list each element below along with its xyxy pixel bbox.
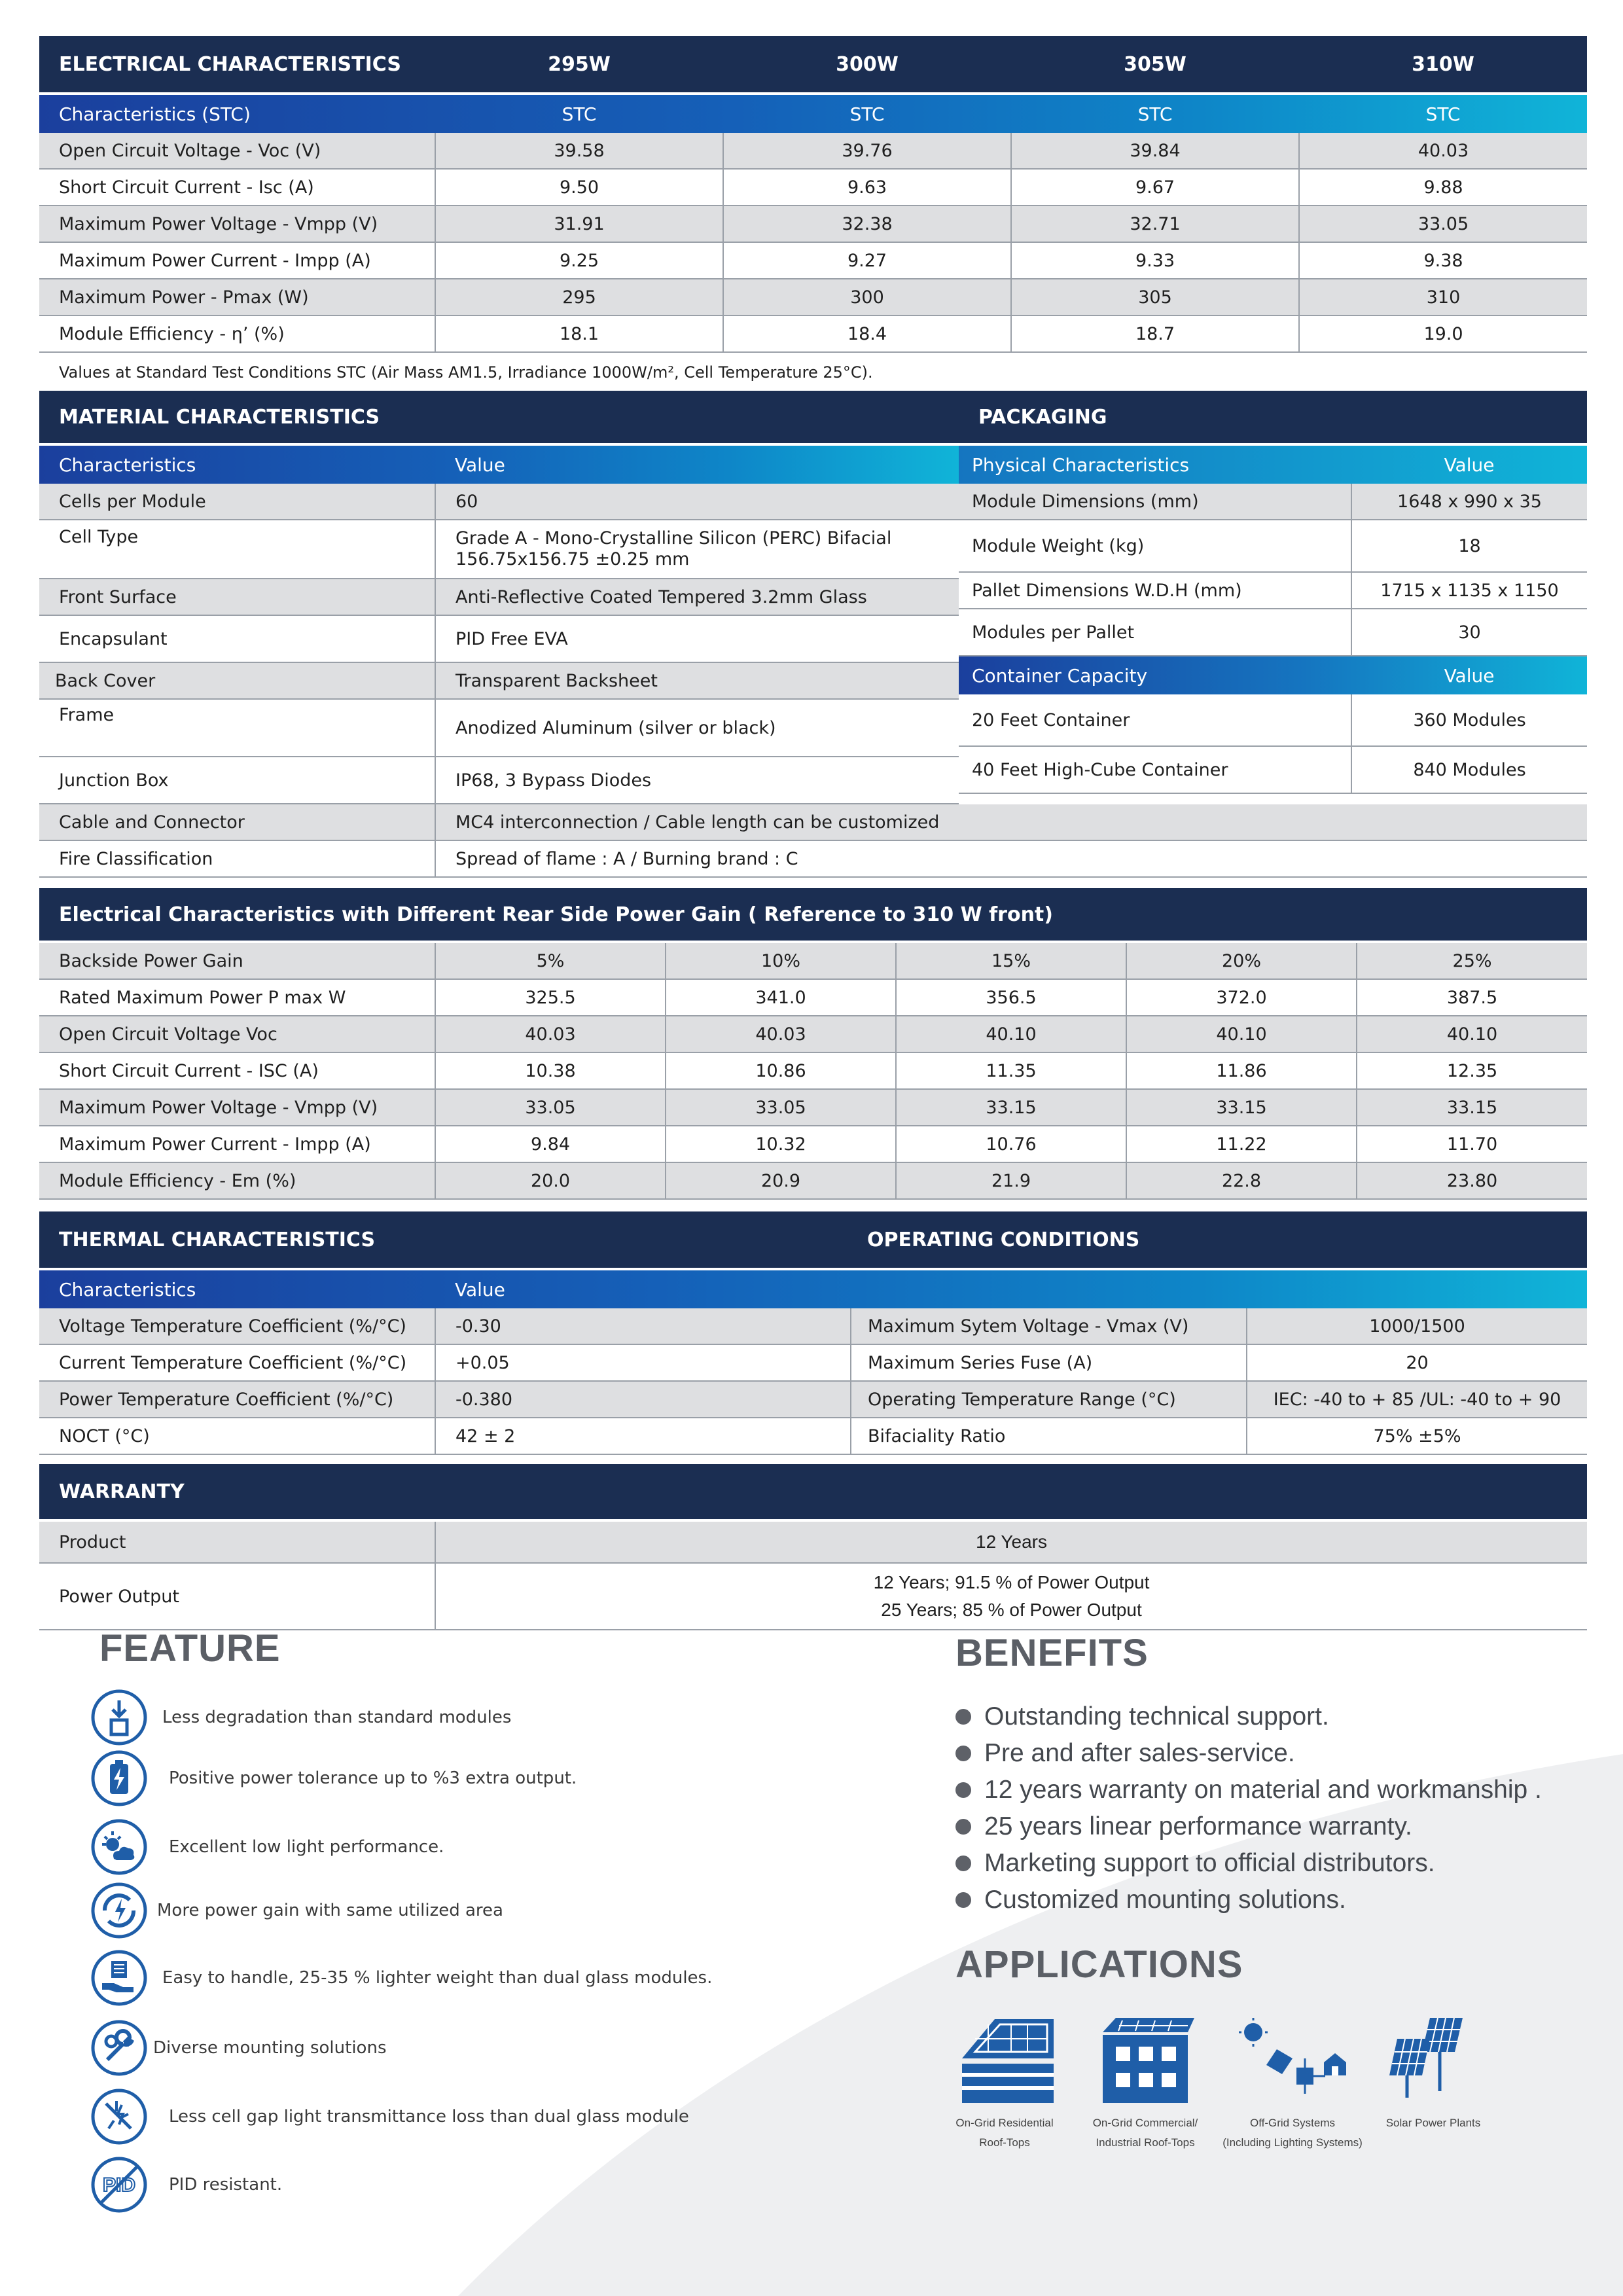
applications-list bbox=[933, 2013, 1522, 2157]
table-row bbox=[39, 1563, 1587, 1630]
row-label: Product bbox=[39, 1520, 435, 1563]
cell-value: 9.25 bbox=[435, 242, 723, 279]
table-row bbox=[959, 484, 1587, 520]
application-label: On-Grid Residential Roof-Tops bbox=[955, 2117, 1054, 2149]
table-row bbox=[39, 1126, 1587, 1162]
residential-roof-icon bbox=[949, 2013, 1060, 2104]
sub-label: Characteristics (STC) bbox=[59, 103, 251, 125]
cell-value: 11.86 bbox=[1126, 1052, 1357, 1089]
cell-value: 18.1 bbox=[435, 315, 723, 352]
model-295w: 295W bbox=[435, 36, 723, 94]
cell-value: +0.05 bbox=[435, 1344, 851, 1381]
cell-value: 9.27 bbox=[723, 242, 1011, 279]
hand-panel-icon bbox=[90, 1949, 148, 2007]
operating-title: OPERATING CONDITIONS bbox=[851, 1211, 1587, 1269]
table-row bbox=[39, 1308, 1587, 1344]
sub-stc: STC bbox=[1425, 103, 1461, 125]
table-row bbox=[39, 1052, 1587, 1089]
cell-value: 9.50 bbox=[435, 169, 723, 206]
cell-value: 23.80 bbox=[1357, 1162, 1587, 1199]
cell-value: 372.0 bbox=[1126, 979, 1357, 1016]
row-label: Cell Type bbox=[39, 520, 435, 579]
row-label: NOCT (°C) bbox=[39, 1418, 435, 1454]
feature-text: Less degradation than standard modules bbox=[162, 1708, 512, 1727]
cell-value: 19.0 bbox=[1299, 315, 1587, 352]
cell-value: Anodized Aluminum (silver or black) bbox=[435, 699, 959, 757]
electrical-header bbox=[39, 36, 1587, 94]
cell-value: 9.84 bbox=[435, 1126, 666, 1162]
cell-value: 60 bbox=[435, 484, 959, 520]
row-label: Encapsulant bbox=[39, 615, 435, 662]
cell-value: 40.03 bbox=[1299, 133, 1587, 169]
bullet-icon bbox=[955, 1746, 971, 1761]
row-label: Voltage Temperature Coefficient (%/°C) bbox=[39, 1308, 435, 1344]
cell-value: 40.10 bbox=[896, 1016, 1126, 1052]
cell-value: 33.05 bbox=[666, 1089, 896, 1126]
feature-text: Excellent low light performance. bbox=[169, 1837, 444, 1857]
rear-gain-header bbox=[39, 888, 1587, 942]
table-row bbox=[39, 979, 1587, 1016]
cell-value: 10.32 bbox=[666, 1126, 896, 1162]
sub-label: Characteristics bbox=[59, 454, 196, 476]
cell-value: 20.9 bbox=[666, 1162, 896, 1199]
cell-value: 9.88 bbox=[1299, 169, 1587, 206]
row-label: Maximum Series Fuse (A) bbox=[851, 1344, 1247, 1381]
table-row bbox=[959, 609, 1587, 656]
electrical-subheader bbox=[39, 94, 1587, 133]
cell-value: Anti-Reflective Coated Tempered 3.2mm Glass bbox=[435, 579, 959, 615]
row-label: Maximum Power - Pmax (W) bbox=[39, 279, 435, 315]
cell-value: 9.33 bbox=[1011, 242, 1299, 279]
table-row bbox=[39, 169, 1587, 206]
list-item bbox=[955, 1735, 1542, 1772]
cell-value: 20 bbox=[1247, 1344, 1587, 1381]
cell-value: 387.5 bbox=[1357, 979, 1587, 1016]
row-label: Maximum Power Voltage - Vmpp (V) bbox=[39, 206, 435, 242]
cell-value: 10.76 bbox=[896, 1126, 1126, 1162]
electrical-title: ELECTRICAL CHARACTERISTICS bbox=[39, 36, 435, 94]
table-row bbox=[959, 694, 1587, 746]
row-label: Open Circuit Voltage - Voc (V) bbox=[39, 133, 435, 169]
row-label: Fire Classification bbox=[39, 840, 435, 877]
row-label: Junction Box bbox=[39, 757, 435, 804]
table-row bbox=[39, 1520, 1587, 1563]
rear-gain-table bbox=[39, 888, 1587, 1200]
light-gap-icon bbox=[90, 2088, 148, 2145]
sun-cloud-icon bbox=[90, 1818, 148, 1876]
list-item bbox=[90, 2019, 386, 2077]
list-item bbox=[1221, 2013, 1364, 2153]
benefit-text: 25 years linear performance warranty. bbox=[984, 1812, 1412, 1840]
table-row bbox=[39, 615, 959, 662]
cell-value: 40.03 bbox=[435, 1016, 666, 1052]
feature-text: PID resistant. bbox=[169, 2175, 283, 2195]
row-label: Maximum Sytem Voltage - Vmax (V) bbox=[851, 1308, 1247, 1344]
row-label: Module Dimensions (mm) bbox=[959, 484, 1351, 520]
solar-plant-icon bbox=[1378, 2013, 1489, 2104]
cell-value: 33.05 bbox=[435, 1089, 666, 1126]
thermal-operating-table bbox=[39, 1211, 1587, 1455]
row-label: Backside Power Gain bbox=[39, 942, 435, 979]
row-label: Back Cover bbox=[39, 662, 435, 699]
commercial-building-icon bbox=[1090, 2013, 1201, 2104]
list-item bbox=[933, 2013, 1077, 2153]
table-row bbox=[39, 242, 1587, 279]
benefit-text: Marketing support to official distributors. bbox=[984, 1849, 1435, 1877]
table-row bbox=[39, 804, 1587, 840]
sub-value: Value bbox=[455, 1278, 505, 1300]
list-item bbox=[955, 1698, 1542, 1735]
cell-value: 341.0 bbox=[666, 979, 896, 1016]
sub-label: Container Capacity bbox=[972, 664, 1148, 687]
cell-value: Transparent Backsheet bbox=[435, 662, 959, 699]
table-row bbox=[39, 1016, 1587, 1052]
cell-value: 33.15 bbox=[1126, 1089, 1357, 1126]
list-item bbox=[90, 1689, 511, 1746]
cell-value: 12.35 bbox=[1357, 1052, 1587, 1089]
feature-text: Diverse mounting solutions bbox=[153, 2038, 387, 2058]
benefit-text: 12 years warranty on material and workmanship . bbox=[984, 1776, 1542, 1804]
cycle-bolt-icon bbox=[90, 1882, 148, 1939]
table-row bbox=[39, 757, 959, 804]
list-item bbox=[955, 1882, 1542, 1918]
power-output-line: 25 Years; 85 % of Power Output bbox=[881, 1600, 1142, 1620]
cell-value: PID Free EVA bbox=[435, 615, 959, 662]
cell-value: 10.86 bbox=[666, 1052, 896, 1089]
cell-value: 21.9 bbox=[896, 1162, 1126, 1199]
table-row bbox=[39, 484, 959, 520]
list-item bbox=[955, 1845, 1542, 1882]
cell-value: 40.03 bbox=[666, 1016, 896, 1052]
stc-footnote: Values at Standard Test Conditions STC (Air Mass AM1.5, Irradiance 1000W/m², Cell Temperature 25°C). bbox=[59, 363, 873, 382]
gain-15: 15% bbox=[896, 942, 1126, 979]
table-row bbox=[39, 520, 959, 579]
cell-value: 305 bbox=[1011, 279, 1299, 315]
cell-value: 10.38 bbox=[435, 1052, 666, 1089]
feature-text: Less cell gap light transmittance loss than dual glass module bbox=[169, 2107, 689, 2126]
bullet-icon bbox=[955, 1709, 971, 1725]
list-item bbox=[955, 1772, 1542, 1808]
list-item bbox=[90, 1818, 444, 1876]
download-box-icon bbox=[90, 1689, 148, 1746]
cell-value: 32.71 bbox=[1011, 206, 1299, 242]
benefit-text: Customized mounting solutions. bbox=[984, 1886, 1346, 1914]
power-output-line: 12 Years; 91.5 % of Power Output bbox=[873, 1572, 1150, 1592]
row-label: Short Circuit Current - Isc (A) bbox=[39, 169, 435, 206]
battery-bolt-icon bbox=[90, 1749, 148, 1807]
thermal-title: THERMAL CHARACTERISTICS bbox=[39, 1211, 851, 1269]
rear-gain-title: Electrical Characteristics with Different Rear Side Power Gain ( Reference to 310 W front) bbox=[39, 888, 1587, 942]
sub-value: Value bbox=[1444, 664, 1495, 687]
row-label: Module Weight (kg) bbox=[959, 520, 1351, 572]
benefits-title: BENEFITS bbox=[955, 1632, 1149, 1674]
gain-20: 20% bbox=[1126, 942, 1357, 979]
table-row bbox=[39, 206, 1587, 242]
sub-stc: STC bbox=[849, 103, 885, 125]
cell-value: 9.38 bbox=[1299, 242, 1587, 279]
cell-value: 39.58 bbox=[435, 133, 723, 169]
cell-value: 9.63 bbox=[723, 169, 1011, 206]
list-item bbox=[1073, 2013, 1217, 2153]
row-label: Power Output bbox=[39, 1563, 435, 1630]
table-row bbox=[959, 746, 1587, 793]
packaging-subheader bbox=[959, 444, 1587, 484]
row-label: Module Efficiency - Em (%) bbox=[39, 1162, 435, 1199]
cell-value: 11.22 bbox=[1126, 1126, 1357, 1162]
list-item bbox=[90, 2156, 282, 2214]
table-row bbox=[39, 1418, 1587, 1454]
row-label: 40 Feet High-Cube Container bbox=[959, 746, 1351, 793]
sub-stc: STC bbox=[1137, 103, 1173, 125]
cell-value: 295 bbox=[435, 279, 723, 315]
row-label: Open Circuit Voltage Voc bbox=[39, 1016, 435, 1052]
cell-value: 42 ± 2 bbox=[435, 1418, 851, 1454]
material-table bbox=[39, 391, 959, 804]
row-label: Current Temperature Coefficient (%/°C) bbox=[39, 1344, 435, 1381]
cell-value: 31.91 bbox=[435, 206, 723, 242]
material-subheader bbox=[39, 444, 959, 484]
model-310w: 310W bbox=[1299, 36, 1587, 94]
table-row bbox=[39, 1162, 1587, 1199]
cell-value bbox=[435, 1563, 1587, 1630]
applications-title: APPLICATIONS bbox=[955, 1943, 1243, 1986]
cell-value: 18 bbox=[1351, 520, 1587, 572]
cell-value: 39.84 bbox=[1011, 133, 1299, 169]
material-packaging-section bbox=[39, 391, 1587, 804]
cell-value: 33.15 bbox=[1357, 1089, 1587, 1126]
spec-sheet bbox=[39, 36, 1587, 1630]
cell-value: 1000/1500 bbox=[1247, 1308, 1587, 1344]
cell-value: 20.0 bbox=[435, 1162, 666, 1199]
cell-value: 33.05 bbox=[1299, 206, 1587, 242]
row-label: Front Surface bbox=[39, 579, 435, 615]
material-header bbox=[39, 391, 959, 444]
table-row bbox=[39, 315, 1587, 352]
list-item bbox=[955, 1808, 1542, 1845]
feature-text: Easy to handle, 25-35 % lighter weight than dual glass modules. bbox=[162, 1968, 713, 1988]
cell-value: 33.15 bbox=[896, 1089, 1126, 1126]
bullet-icon bbox=[955, 1782, 971, 1798]
gain-25: 25% bbox=[1357, 942, 1587, 979]
sub-value: Value bbox=[455, 454, 505, 476]
row-label: Maximum Power Current - Impp (A) bbox=[39, 1126, 435, 1162]
cell-value: Spread of flame : A / Burning brand : C bbox=[435, 840, 1587, 877]
warranty-header bbox=[39, 1464, 1587, 1520]
off-grid-system-icon bbox=[1234, 2013, 1351, 2104]
table-row bbox=[39, 1381, 1587, 1418]
cell-value: 18.4 bbox=[723, 315, 1011, 352]
material-extra-rows bbox=[39, 804, 1587, 878]
cell-value: 40.10 bbox=[1357, 1016, 1587, 1052]
gain-5: 5% bbox=[435, 942, 666, 979]
thermal-header bbox=[39, 1211, 1587, 1269]
bullet-icon bbox=[955, 1892, 971, 1908]
thermal-subheader bbox=[39, 1269, 1587, 1308]
cell-value: 840 Modules bbox=[1351, 746, 1587, 793]
row-label: Cells per Module bbox=[39, 484, 435, 520]
cell-value: 22.8 bbox=[1126, 1162, 1357, 1199]
cell-value: 18.7 bbox=[1011, 315, 1299, 352]
feature-title: FEATURE bbox=[99, 1627, 281, 1670]
packaging-header bbox=[959, 391, 1587, 444]
list-item bbox=[90, 1949, 712, 2007]
cell-value: IEC: -40 to + 85 /UL: -40 to + 90 bbox=[1247, 1381, 1587, 1418]
row-label: Modules per Pallet bbox=[959, 609, 1351, 656]
cell-value: 310 bbox=[1299, 279, 1587, 315]
feature-text: More power gain with same utilized area bbox=[157, 1901, 503, 1920]
warranty-table bbox=[39, 1464, 1587, 1630]
row-label: Pallet Dimensions W.D.H (mm) bbox=[959, 572, 1351, 609]
cell-value: MC4 interconnection / Cable length can be customized bbox=[435, 804, 1587, 840]
wrench-gear-icon bbox=[90, 2019, 148, 2077]
row-label: Module Efficiency - η’ (%) bbox=[39, 315, 435, 352]
cell-value: 11.35 bbox=[896, 1052, 1126, 1089]
table-row bbox=[39, 840, 1587, 877]
table-row bbox=[39, 662, 959, 699]
cell-value: -0.380 bbox=[435, 1381, 851, 1418]
material-title: MATERIAL CHARACTERISTICS bbox=[39, 391, 959, 444]
list-item bbox=[90, 1749, 577, 1807]
row-label: Maximum Power Voltage - Vmpp (V) bbox=[39, 1089, 435, 1126]
sub-label: Characteristics bbox=[59, 1278, 196, 1300]
packaging-table bbox=[959, 391, 1587, 794]
row-label: Operating Temperature Range (°C) bbox=[851, 1381, 1247, 1418]
model-305w: 305W bbox=[1011, 36, 1299, 94]
cell-value: 11.70 bbox=[1357, 1126, 1587, 1162]
table-row bbox=[39, 699, 959, 757]
table-row bbox=[39, 279, 1587, 315]
cell-value: 360 Modules bbox=[1351, 694, 1587, 746]
table-row bbox=[39, 579, 959, 615]
table-row bbox=[39, 1089, 1587, 1126]
bullet-icon bbox=[955, 1819, 971, 1835]
cell-value: 75% ±5% bbox=[1247, 1418, 1587, 1454]
benefit-text: Outstanding technical support. bbox=[984, 1702, 1329, 1731]
container-subheader bbox=[959, 656, 1587, 694]
row-label: 20 Feet Container bbox=[959, 694, 1351, 746]
list-item bbox=[90, 1882, 503, 1939]
bullet-icon bbox=[955, 1856, 971, 1871]
cell-value: 300 bbox=[723, 279, 1011, 315]
warranty-title: WARRANTY bbox=[39, 1464, 1587, 1520]
cell-value: 30 bbox=[1351, 609, 1587, 656]
row-label: Power Temperature Coefficient (%/°C) bbox=[39, 1381, 435, 1418]
sub-label: Physical Characteristics bbox=[972, 454, 1190, 476]
list-item bbox=[1361, 2013, 1505, 2133]
cell-value: -0.30 bbox=[435, 1308, 851, 1344]
application-label: On-Grid Commercial/ Industrial Roof-Tops bbox=[1092, 2117, 1198, 2149]
cell-value: 1715 x 1135 x 1150 bbox=[1351, 572, 1587, 609]
table-row bbox=[39, 942, 1587, 979]
row-label: Short Circuit Current - ISC (A) bbox=[39, 1052, 435, 1089]
cell-value: Grade A - Mono-Crystalline Silicon (PERC) Bifacial 156.75x156.75 ±0.25 mm bbox=[435, 520, 959, 579]
svg-text:PID: PID bbox=[102, 2174, 136, 2196]
application-label: Off-Grid Systems (Including Lighting Systems) bbox=[1222, 2117, 1363, 2149]
cell-value: 32.38 bbox=[723, 206, 1011, 242]
benefit-text: Pre and after sales-service. bbox=[984, 1739, 1295, 1767]
sub-stc: STC bbox=[562, 103, 597, 125]
sub-value: Value bbox=[1444, 454, 1495, 476]
packaging-title: PACKAGING bbox=[959, 391, 1587, 444]
electrical-table bbox=[39, 36, 1587, 353]
row-label: Maximum Power Current - Impp (A) bbox=[39, 242, 435, 279]
cell-value: 39.76 bbox=[723, 133, 1011, 169]
list-item bbox=[90, 2088, 689, 2145]
table-row bbox=[959, 520, 1587, 572]
gain-10: 10% bbox=[666, 942, 896, 979]
row-label: Bifaciality Ratio bbox=[851, 1418, 1247, 1454]
cell-value: 325.5 bbox=[435, 979, 666, 1016]
cell-value: IP68, 3 Bypass Diodes bbox=[435, 757, 959, 804]
row-label: Rated Maximum Power P max W bbox=[39, 979, 435, 1016]
feature-text: Positive power tolerance up to %3 extra output. bbox=[169, 1768, 577, 1788]
cell-value: 12 Years bbox=[435, 1520, 1587, 1563]
row-label: Frame bbox=[39, 699, 435, 757]
row-label: Cable and Connector bbox=[39, 804, 435, 840]
cell-value: 40.10 bbox=[1126, 1016, 1357, 1052]
application-label: Solar Power Plants bbox=[1385, 2117, 1481, 2129]
table-row bbox=[39, 1344, 1587, 1381]
cell-value: 9.67 bbox=[1011, 169, 1299, 206]
cell-value: 356.5 bbox=[896, 979, 1126, 1016]
no-pid-icon bbox=[90, 2156, 148, 2214]
model-300w: 300W bbox=[723, 36, 1011, 94]
benefits-list bbox=[955, 1698, 1542, 1918]
cell-value: 1648 x 990 x 35 bbox=[1351, 484, 1587, 520]
table-row bbox=[39, 133, 1587, 169]
table-row bbox=[959, 572, 1587, 609]
